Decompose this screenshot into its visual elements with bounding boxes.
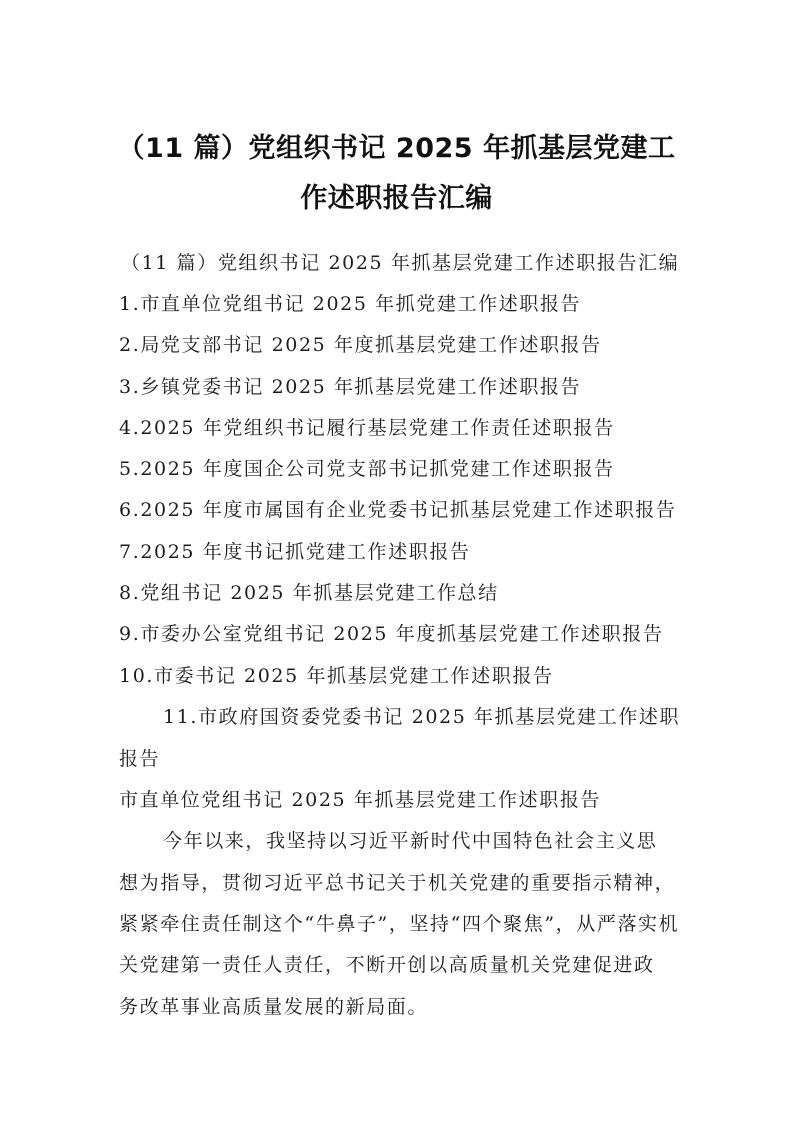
toc-item: 2.局党支部书记 2025 年度抓基层党建工作述职报告 [119, 334, 602, 356]
toc-item: 7.2025 年度书记抓党建工作述职报告 [119, 541, 471, 563]
toc-item: 1.市直单位党组书记 2025 年抓党建工作述职报告 [119, 293, 582, 315]
toc-item: 8.党组书记 2025 年抓基层党建工作总结 [119, 582, 499, 604]
toc-item: 5.2025 年度国企公司党支部书记抓党建工作述职报告 [119, 458, 615, 480]
toc-item: 4.2025 年党组织书记履行基层党建工作责任述职报告 [119, 417, 615, 439]
body-paragraph-line: 关党建第一责任人责任，不断开创以高质量机关党建促进政 [119, 954, 655, 976]
toc-item: 3.乡镇党委书记 2025 年抓基层党建工作述职报告 [119, 376, 582, 398]
body-paragraph-line: 紧紧牵住责任制这个“牛鼻子”，坚持“四个聚焦”，从严落实机 [119, 913, 680, 935]
section-heading: 市直单位党组书记 2025 年抓基层党建工作述职报告 [119, 789, 602, 811]
document-title-line-2: 作述职报告汇编 [300, 183, 493, 214]
body-paragraph-line: 务改革事业高质量发展的新局面。 [119, 996, 429, 1018]
toc-item-11-line-1: 11.市政府国资委党委书记 2025 年抓基层党建工作述职 [163, 706, 681, 728]
toc-item-11-line-2: 报告 [119, 748, 161, 770]
collection-subtitle: （11 篇）党组织书记 2025 年抓基层党建工作述职报告汇编 [121, 252, 680, 274]
toc-item: 9.市委办公室党组书记 2025 年度抓基层党建工作述职报告 [119, 623, 664, 645]
toc-item: 10.市委书记 2025 年抓基层党建工作述职报告 [119, 665, 554, 687]
body-paragraph-line: 今年以来，我坚持以习近平新时代中国特色社会主义思 [163, 830, 658, 852]
document-title-line-1: （11 篇）党组织书记 2025 年抓基层党建工 [117, 133, 676, 164]
toc-item: 6.2025 年度市属国有企业党委书记抓基层党建工作述职报告 [119, 499, 677, 521]
body-paragraph-line: 想为指导，贯彻习近平总书记关于机关党建的重要指示精神， [119, 872, 676, 894]
